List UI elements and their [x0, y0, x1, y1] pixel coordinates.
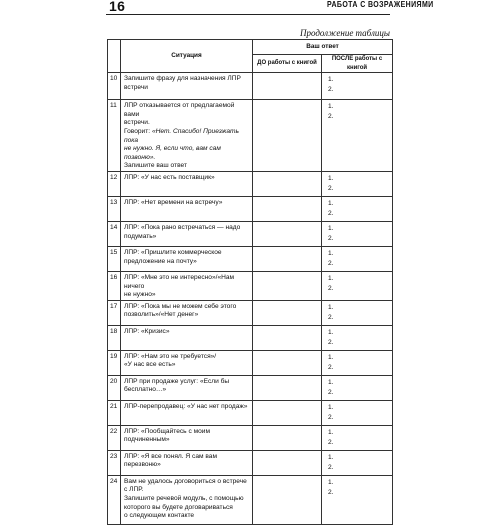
- answer-before-cell: [253, 73, 322, 100]
- row-number: 15: [108, 246, 121, 271]
- situation-text: ЛПР: «Нам это не требуется»/: [124, 352, 217, 360]
- page-header: [0, 0, 500, 15]
- answer-before-cell: [253, 375, 322, 400]
- table-row: [108, 196, 393, 221]
- situation-cell: [121, 246, 253, 271]
- situation-text: встречи.: [124, 119, 150, 127]
- answer-marker: 2.: [328, 463, 334, 471]
- answer-marker: 1.: [328, 303, 334, 311]
- situation-cell: [121, 450, 253, 475]
- answer-marker: 2.: [328, 388, 334, 396]
- answer-after-cell: [322, 246, 393, 271]
- answer-before-cell: [253, 400, 322, 425]
- table-row: [108, 100, 393, 172]
- answer-before-cell: [253, 221, 322, 246]
- table-row: [108, 271, 393, 300]
- answer-marker: 1.: [328, 478, 334, 486]
- answer-after-cell: [322, 221, 393, 246]
- answer-before-cell: [253, 246, 322, 271]
- table-row: [108, 450, 393, 475]
- answer-marker: 2.: [328, 438, 334, 446]
- answer-marker: 1.: [328, 224, 334, 232]
- situation-cell: [121, 350, 253, 375]
- answer-after-cell: [322, 450, 393, 475]
- row-number: 14: [108, 221, 121, 246]
- answer-marker: 1.: [328, 453, 334, 461]
- situation-cell: [121, 171, 253, 196]
- answer-marker: 1.: [328, 174, 334, 182]
- row-number: 22: [108, 425, 121, 450]
- table-row: [108, 325, 393, 350]
- row-number: 18: [108, 325, 121, 350]
- situation-cell: [121, 325, 253, 350]
- situation-text: предложение на почту»: [124, 257, 197, 265]
- situation-quote: «Нет. Спасибо! Приезжать пока: [124, 127, 239, 144]
- situation-cell: [121, 221, 253, 246]
- answer-marker: 2.: [328, 113, 334, 121]
- table-row: [108, 425, 393, 450]
- table-row: [108, 375, 393, 400]
- answer-marker: 2.: [328, 259, 334, 267]
- situation-text: ЛПР: «Кризис»: [124, 327, 170, 335]
- table-row: [108, 221, 393, 246]
- header-after: ПОСЛЕ работы с книгой: [322, 55, 393, 73]
- situation-text: ЛПР: «Нет времени на встречу»: [124, 198, 223, 206]
- answer-before-cell: [253, 300, 322, 325]
- answer-marker: 2.: [328, 413, 334, 421]
- situation-text: ЛПР-перепродавец: «У нас нет продаж»: [124, 402, 248, 410]
- situation-text: ЛПР: «Я все понял. Я сам вам перезвоню»: [124, 452, 217, 469]
- answer-marker: 2.: [328, 184, 334, 192]
- running-title: РАБОТА С ВОЗРАЖЕНИЯМИ: [327, 1, 434, 10]
- answer-marker: 2.: [328, 363, 334, 371]
- answer-marker: 1.: [328, 378, 334, 386]
- answer-marker: 2.: [328, 209, 334, 217]
- answer-marker: 1.: [328, 403, 334, 411]
- situation-quote: не нужно. Я, если что, вам сам позвоню».: [124, 145, 221, 161]
- row-number: 19: [108, 350, 121, 375]
- answer-before-cell: [253, 325, 322, 350]
- answer-marker: 2.: [328, 313, 334, 321]
- header-rule: [106, 14, 390, 15]
- situation-text: Вам не удалось договориться о встрече: [124, 477, 247, 485]
- answer-before-cell: [253, 350, 322, 375]
- answer-before-cell: [253, 196, 322, 221]
- exercise-table: [107, 39, 393, 525]
- corner-cell: [108, 40, 121, 73]
- situation-text: не нужно»: [124, 291, 156, 299]
- answer-marker: 1.: [328, 76, 334, 84]
- answer-marker: 2.: [328, 86, 334, 94]
- table-body: [108, 73, 393, 525]
- table-row: [108, 300, 393, 325]
- answer-after-cell: [322, 425, 393, 450]
- situation-text: подумать»: [124, 232, 157, 240]
- situation-text: бесплатно…»: [124, 386, 167, 394]
- row-number: 23: [108, 450, 121, 475]
- table-row: [108, 246, 393, 271]
- row-number: 17: [108, 300, 121, 325]
- situation-text: позволить»/«Нет денег»: [124, 311, 199, 319]
- situation-text: ЛПР: «Пришлите коммерческое: [124, 248, 222, 256]
- situation-text: ЛПР: «Пообщайтесь с моим: [124, 427, 210, 435]
- answer-after-cell: [322, 100, 393, 172]
- row-number: 11: [108, 100, 121, 172]
- situation-text: ЛПР: «У нас есть поставщик»: [124, 173, 215, 181]
- situation-cell: [121, 400, 253, 425]
- situation-text: ЛПР: «Пока рано встречаться — надо: [124, 223, 241, 231]
- situation-text: ЛПР отказывается от предлагаемой вами: [124, 102, 235, 118]
- situation-text: Говорит: «Нет. Спасибо! Приезжать пока: [124, 127, 239, 144]
- answer-before-cell: [253, 425, 322, 450]
- answer-marker: 2.: [328, 488, 334, 496]
- row-number: 12: [108, 171, 121, 196]
- situation-text: подчиненным»: [124, 436, 170, 444]
- situation-cell: [121, 100, 253, 172]
- situation-text: ЛПР: «Пока мы не можем себе этого: [124, 302, 237, 310]
- answer-marker: 1.: [328, 199, 334, 207]
- situation-text: ЛПР при продаже услуг: «Если бы: [124, 377, 230, 385]
- situation-cell: [121, 196, 253, 221]
- continuation-note: Продолжение таблицы: [299, 28, 390, 38]
- situation-text: о следующем контакте: [124, 512, 195, 520]
- situation-cell: [121, 425, 253, 450]
- answer-after-cell: [322, 196, 393, 221]
- table-row: [108, 400, 393, 425]
- answer-marker: 1.: [328, 103, 334, 111]
- answer-after-cell: [322, 271, 393, 300]
- row-number: 16: [108, 271, 121, 300]
- answer-marker: 1.: [328, 353, 334, 361]
- answer-marker: 1.: [328, 428, 334, 436]
- row-number: 20: [108, 375, 121, 400]
- answer-after-cell: [322, 325, 393, 350]
- answer-after-cell: [322, 73, 393, 100]
- answer-marker: 2.: [328, 234, 334, 242]
- answer-after-cell: [322, 375, 393, 400]
- answer-marker: 2.: [328, 338, 334, 346]
- situation-text: встречи: [124, 83, 148, 91]
- table-row: [108, 350, 393, 375]
- situation-text: Запишите фразу для назначения ЛПР: [124, 75, 241, 83]
- situation-text: Запишите ваш ответ: [124, 162, 187, 170]
- answer-before-cell: [253, 171, 322, 196]
- answer-before-cell: [253, 100, 322, 172]
- row-number: 24: [108, 475, 121, 524]
- header-situation: Ситуация: [121, 40, 253, 73]
- answer-marker: 1.: [328, 249, 334, 257]
- answer-marker: 2.: [328, 284, 334, 292]
- answer-marker: 1.: [328, 328, 334, 336]
- situation-cell: [121, 375, 253, 400]
- page-number: 16: [109, 0, 126, 14]
- situation-cell: [121, 300, 253, 325]
- answer-before-cell: [253, 271, 322, 300]
- situation-text: ЛПР: «Мне это не интересно»/«Нам ничего: [124, 273, 235, 290]
- row-number: 21: [108, 400, 121, 425]
- situation-cell: [121, 271, 253, 300]
- answer-marker: 1.: [328, 274, 334, 282]
- situation-text: которого вы будете договариваться: [124, 503, 233, 511]
- answer-after-cell: [322, 300, 393, 325]
- row-number: 13: [108, 196, 121, 221]
- situation-text: «У нас все есть»: [124, 361, 176, 369]
- header-before: ДО работы с книгой: [253, 55, 322, 73]
- situation-cell: [121, 73, 253, 100]
- answer-before-cell: [253, 450, 322, 475]
- answer-after-cell: [322, 350, 393, 375]
- table-row: [108, 73, 393, 100]
- row-number: 10: [108, 73, 121, 100]
- answer-after-cell: [322, 171, 393, 196]
- situation-text: Запишите речевой модуль, с помощью: [124, 494, 244, 502]
- table-row: [108, 171, 393, 196]
- answer-after-cell: [322, 400, 393, 425]
- situation-text: с ЛПР.: [124, 486, 144, 494]
- header-your-answer: Ваш ответ: [253, 40, 393, 55]
